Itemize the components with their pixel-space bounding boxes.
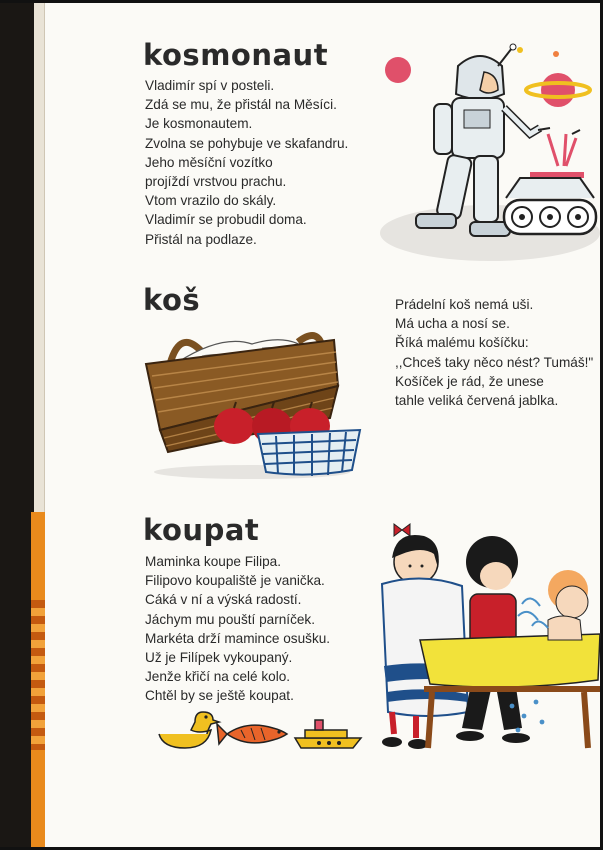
text-line: Zvolna se pohybuje ve skafandru. [145, 135, 349, 151]
text-line: Cáká v ní a výská radostí. [145, 592, 302, 608]
section-title-kosmonaut: kosmonaut [143, 38, 329, 72]
section-title-kos: koš [143, 283, 201, 317]
duck-toy-icon [159, 712, 219, 748]
steamboat-toy-icon [295, 720, 361, 748]
text-line: Má ucha a nosí se. [395, 316, 510, 332]
planet-icon [385, 57, 411, 83]
text-line: Zdá se mu, že přistál na Měsíci. [145, 97, 337, 113]
section-text-koupat [145, 552, 330, 706]
text-line: Je kosmonautem. [145, 116, 253, 132]
planet-ringed-icon [541, 73, 575, 107]
text-line: tahle veliká červená jablka. [395, 392, 559, 408]
apple-icon [214, 408, 254, 444]
text-line: Markéta drží mamince osušku. [145, 630, 331, 646]
bathtub [420, 634, 600, 687]
section-title-koupat: koupat [143, 513, 260, 547]
text-line: Přistál na podlaze. [145, 231, 257, 247]
fish-toy-icon [217, 724, 287, 744]
book-spine [0, 0, 34, 850]
toys-row [155, 708, 365, 754]
astronaut-illustration [380, 38, 602, 258]
text-line: Jáchym mu pouští parníček. [145, 611, 315, 627]
text-line: ,,Chceš taky něco nést? Tumáš!" [395, 354, 594, 370]
text-line: Košíček je rád, že unese [395, 373, 544, 389]
text-line: Jenže křičí na celé kolo. [145, 669, 291, 685]
text-line: Vtom vrazilo do skály. [145, 193, 277, 209]
scan-border-top [0, 0, 603, 3]
text-line: Chtěl by se ještě koupat. [145, 688, 294, 704]
text-line: Prádelní koš nemá uši. [395, 297, 534, 312]
text-line: Jeho měsíční vozítko [145, 154, 273, 170]
text-line: Vladimír spí v posteli. [145, 78, 275, 93]
text-line: projíždí vrstvou prachu. [145, 173, 287, 189]
text-line: Už je Filípek vykoupaný. [145, 649, 293, 665]
text-line: Filipovo koupaliště je vanička. [145, 573, 325, 589]
text-line: Říká malému košíčku: [395, 335, 529, 351]
cover-edge-pattern [31, 600, 45, 750]
section-text-kosmonaut [145, 76, 348, 249]
section-text-kos [395, 295, 593, 410]
text-line: Vladimír se probudil doma. [145, 212, 307, 228]
children-bathing-illustration [372, 516, 600, 754]
laundry-basket-illustration [142, 322, 364, 480]
text-line: Maminka koupe Filipa. [145, 554, 281, 569]
